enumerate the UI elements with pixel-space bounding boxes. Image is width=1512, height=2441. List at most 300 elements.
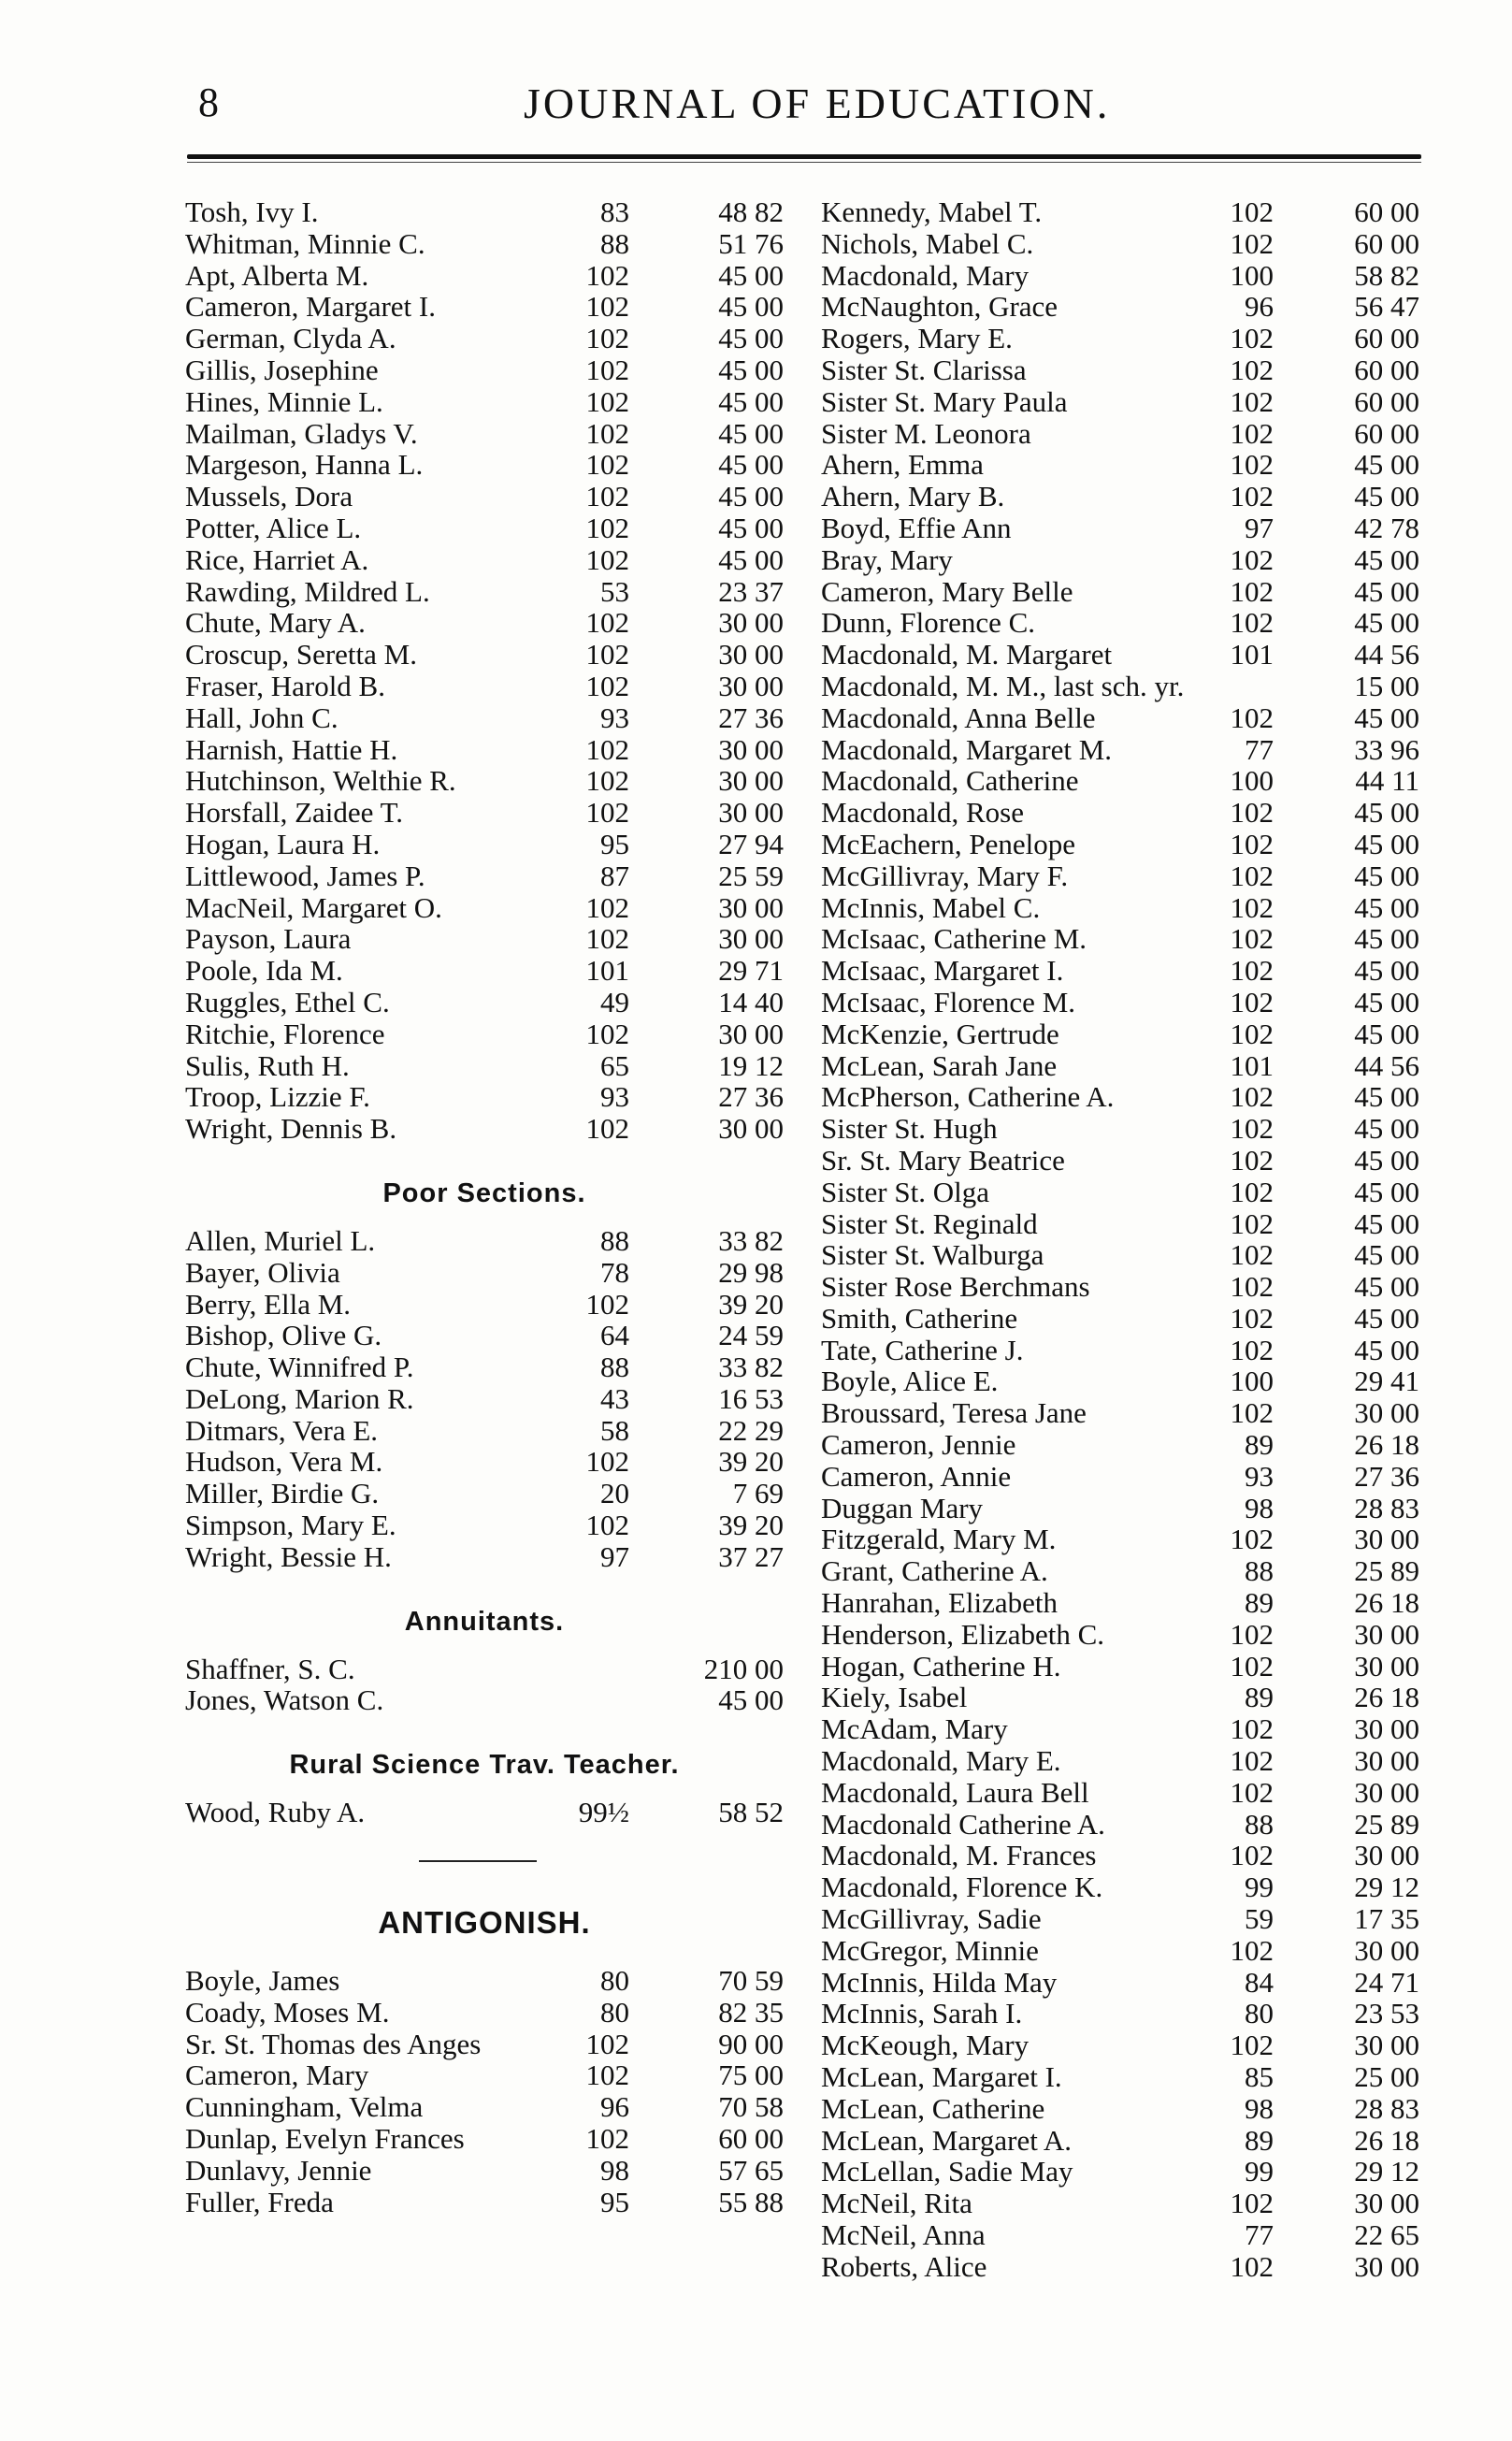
sections-taught: 96 [1245, 290, 1274, 324]
sections-taught: 102 [1230, 1744, 1274, 1778]
teacher-name: Simpson, Mary E. [185, 1509, 396, 1542]
sections-taught: 102 [1230, 1333, 1274, 1366]
teacher-name: Mussels, Dora [185, 480, 353, 513]
teacher-name: Macdonald, M. Margaret [821, 638, 1113, 672]
table-row [821, 607, 1419, 639]
sections-taught: 102 [1230, 226, 1274, 260]
sections-taught: 88 [1245, 1554, 1274, 1588]
teacher-name: Sr. St. Mary Beatrice [821, 1143, 1065, 1177]
teacher-name: Troop, Lizzie F. [185, 1080, 370, 1114]
table-row [821, 1871, 1419, 1903]
sections-taught: 102 [1230, 922, 1274, 956]
table-row [185, 386, 784, 418]
sections-taught: 100 [1230, 764, 1274, 798]
sections-taught: 43 [600, 1381, 629, 1415]
grant-amount: 30 00 [718, 922, 784, 956]
grant-amount: 60 00 [1354, 384, 1419, 418]
table-row [821, 1397, 1419, 1429]
sections-taught: 102 [1230, 448, 1274, 482]
sections-taught: 102 [1230, 1933, 1274, 1967]
table-row [185, 734, 784, 766]
sections-taught: 93 [600, 1080, 629, 1114]
sections-taught: 101 [1230, 1048, 1274, 1082]
grant-amount: 45 00 [718, 322, 784, 355]
grant-amount: 45 00 [1354, 1333, 1419, 1366]
grant-amount: 29 71 [718, 954, 784, 988]
table-row [185, 1684, 784, 1716]
sections-taught: 93 [1245, 1459, 1274, 1493]
teacher-name: Harnish, Hattie H. [185, 732, 398, 766]
grant-amount: 45 00 [718, 258, 784, 292]
sections-taught: 102 [585, 290, 629, 324]
sections-taught: 102 [585, 2122, 629, 2156]
table-row [821, 323, 1419, 354]
table-row [821, 1239, 1419, 1271]
teacher-name: Cameron, Jennie [821, 1428, 1016, 1462]
teacher-name: McIsaac, Margaret I. [821, 954, 1064, 988]
sections-taught: 59 [1245, 1902, 1274, 1936]
sections-taught: 102 [1230, 701, 1274, 734]
grant-amount: 60 00 [1354, 353, 1419, 386]
grant-amount: 30 00 [1354, 1744, 1419, 1778]
sections-taught: 102 [585, 890, 629, 924]
sections-taught: 102 [1230, 1617, 1274, 1651]
teacher-name: Kiely, Isabel [821, 1681, 968, 1714]
table-row [185, 892, 784, 924]
grant-amount: 30 00 [1354, 1775, 1419, 1809]
grant-amount: 25 00 [1354, 2060, 1419, 2094]
grant-amount: 22 29 [718, 1413, 784, 1447]
teacher-name: Henderson, Elizabeth C. [821, 1617, 1105, 1651]
grant-amount: 90 00 [718, 2027, 784, 2060]
sections-taught: 102 [585, 1509, 629, 1542]
grant-amount: 60 00 [1354, 195, 1419, 228]
teacher-name: Rawding, Mildred L. [185, 574, 430, 608]
teacher-name: Bray, Mary [821, 542, 953, 576]
table-row [821, 1208, 1419, 1240]
table-row [185, 323, 784, 354]
group-right [821, 196, 1419, 2283]
table-row [185, 2029, 784, 2060]
grant-amount: 45 00 [1354, 1143, 1419, 1177]
teacher-name: McLean, Margaret I. [821, 2060, 1062, 2094]
table-row [185, 2091, 784, 2123]
teacher-name: Sr. St. Thomas des Anges [185, 2027, 482, 2060]
table-row [185, 1383, 784, 1415]
table-row [821, 260, 1419, 292]
sections-taught: 102 [1230, 195, 1274, 228]
grant-amount: 60 00 [1354, 322, 1419, 355]
sections-taught: 89 [1245, 1681, 1274, 1714]
table-row [821, 923, 1419, 955]
sections-taught: 102 [585, 511, 629, 544]
sections-taught: 102 [1230, 954, 1274, 988]
teacher-name: Sister Rose Berchmans [821, 1270, 1090, 1304]
grant-amount: 29 98 [718, 1255, 784, 1289]
table-row [821, 386, 1419, 418]
left-column [185, 196, 784, 2217]
grant-amount: 30 00 [718, 638, 784, 672]
grant-amount: 33 82 [718, 1350, 784, 1384]
sections-taught: 102 [1230, 1523, 1274, 1556]
sections-taught: 88 [600, 1223, 629, 1257]
sections-taught: 102 [1230, 827, 1274, 860]
sections-taught: 20 [600, 1477, 629, 1510]
sections-taught: 102 [585, 2027, 629, 2060]
sections-taught: 102 [585, 448, 629, 482]
teacher-name: Macdonald Catherine A. [821, 1807, 1105, 1841]
grant-amount: 24 59 [718, 1319, 784, 1352]
table-row [185, 639, 784, 671]
grant-amount: 60 00 [1354, 416, 1419, 450]
sections-taught: 102 [585, 732, 629, 766]
sections-taught: 89 [1245, 1428, 1274, 1462]
teacher-name: McIsaac, Catherine M. [821, 922, 1087, 956]
journal-title: JOURNAL OF EDUCATION. [524, 79, 1111, 127]
teacher-name: Macdonald, Florence K. [821, 1870, 1103, 1904]
table-row [185, 923, 784, 955]
table-row [185, 1018, 784, 1050]
table-row [821, 1967, 1419, 1999]
grant-amount: 30 00 [1354, 2187, 1419, 2220]
teacher-name: McNeil, Rita [821, 2187, 972, 2220]
teacher-name: McKenzie, Gertrude [821, 1017, 1059, 1050]
teacher-name: MacNeil, Margaret O. [185, 890, 442, 924]
table-row [185, 449, 784, 481]
grant-amount: 28 83 [1354, 1491, 1419, 1524]
sections-taught: 78 [600, 1255, 629, 1289]
teacher-name: Margeson, Hanna L. [185, 448, 424, 482]
teacher-name: Macdonald, Margaret M. [821, 732, 1113, 766]
sections-taught: 80 [1245, 1997, 1274, 2030]
teacher-name: Dunlavy, Jennie [185, 2153, 372, 2187]
sections-taught: 102 [585, 669, 629, 702]
teacher-name: Hudson, Vera M. [185, 1445, 383, 1479]
grant-amount: 30 00 [1354, 1396, 1419, 1430]
table-row [185, 955, 784, 987]
table-row [821, 955, 1419, 987]
grant-amount: 27 36 [718, 701, 784, 734]
teacher-name: McAdam, Mary [821, 1712, 1008, 1746]
teacher-name: Hall, John C. [185, 701, 338, 734]
grant-amount: 28 83 [1354, 2091, 1419, 2125]
sections-taught: 102 [1230, 353, 1274, 386]
teacher-name: Macdonald, Anna Belle [821, 701, 1096, 734]
teacher-name: Cameron, Annie [821, 1459, 1012, 1493]
table-row [821, 228, 1419, 260]
teacher-name: McNeil, Anna [821, 2218, 986, 2251]
grant-amount: 30 00 [718, 1017, 784, 1050]
table-row [821, 734, 1419, 766]
grant-amount: 17 35 [1354, 1902, 1419, 1936]
grant-amount: 26 18 [1354, 1586, 1419, 1620]
sections-taught: 102 [1230, 322, 1274, 355]
teacher-name: McIsaac, Florence M. [821, 985, 1076, 1018]
grant-amount: 45 00 [1354, 1017, 1419, 1050]
teacher-name: Dunlap, Evelyn Frances [185, 2122, 465, 2156]
sections-taught: 101 [1230, 638, 1274, 672]
teacher-name: McNaughton, Grace [821, 290, 1058, 324]
grant-amount: 210 00 [703, 1652, 784, 1685]
teacher-name: Hines, Minnie L. [185, 384, 383, 418]
sections-taught: 85 [1245, 2060, 1274, 2094]
table-row [821, 576, 1419, 608]
teacher-name: Sulis, Ruth H. [185, 1048, 350, 1082]
teacher-name: Shaffner, S. C. [185, 1652, 355, 1685]
right-column [821, 196, 1419, 2283]
table-row [821, 2188, 1419, 2219]
grant-amount: 45 00 [1354, 985, 1419, 1018]
table-row [185, 797, 784, 829]
grant-amount: 30 00 [718, 890, 784, 924]
grant-amount: 45 00 [1354, 859, 1419, 892]
sections-taught: 99 [1245, 2155, 1274, 2188]
sections-taught: 102 [1230, 1175, 1274, 1208]
grant-amount: 30 00 [718, 764, 784, 798]
table-row [185, 1351, 784, 1383]
sections-taught: 100 [1230, 1365, 1274, 1398]
grant-amount: 45 00 [718, 448, 784, 482]
sections-taught: 89 [1245, 1586, 1274, 1620]
grant-amount: 30 00 [1354, 2029, 1419, 2062]
teacher-name: Payson, Laura [185, 922, 352, 956]
table-row [821, 1903, 1419, 1935]
grant-amount: 45 00 [718, 542, 784, 576]
grant-amount: 45 00 [718, 353, 784, 386]
sections-taught: 87 [600, 859, 629, 892]
teacher-name: Macdonald, Laura Bell [821, 1775, 1089, 1809]
grant-amount: 45 00 [1354, 1270, 1419, 1304]
sections-taught: 95 [600, 2185, 629, 2218]
table-row [821, 2029, 1419, 2061]
teacher-name: Hutchinson, Welthie R. [185, 764, 456, 798]
table-row [821, 797, 1419, 829]
sections-taught: 102 [1230, 1206, 1274, 1240]
teacher-name: Cameron, Mary Belle [821, 574, 1073, 608]
table-row [821, 291, 1419, 323]
grant-amount: 30 00 [718, 606, 784, 640]
teacher-name: Boyle, James [185, 1964, 340, 1998]
table-row [185, 2187, 784, 2218]
table-row [821, 354, 1419, 386]
teacher-name: McInnis, Mabel C. [821, 890, 1041, 924]
grant-amount: 44 56 [1354, 1048, 1419, 1082]
annuitants-heading: Annuitants. [404, 1606, 565, 1637]
grant-amount: 51 76 [718, 226, 784, 260]
sections-taught: 102 [1230, 2249, 1274, 2283]
table-row [821, 544, 1419, 576]
teacher-name: Bayer, Olivia [185, 1255, 340, 1289]
table-row [821, 2251, 1419, 2283]
grant-amount: 45 00 [1354, 954, 1419, 988]
group-main [185, 196, 784, 1145]
teacher-name: Allen, Muriel L. [185, 1223, 376, 1257]
grant-amount: 45 00 [1354, 542, 1419, 576]
grant-amount: 45 00 [1354, 1080, 1419, 1114]
table-row [185, 1478, 784, 1509]
group-rural-science [185, 1797, 784, 1828]
teacher-name: Fraser, Harold B. [185, 669, 385, 702]
teacher-name: Chute, Winnifred P. [185, 1350, 414, 1384]
grant-amount: 30 00 [1354, 1523, 1419, 1556]
grant-amount: 23 53 [1354, 1997, 1419, 2030]
table-row [821, 449, 1419, 481]
grant-amount: 45 00 [718, 511, 784, 544]
sections-taught: 102 [585, 416, 629, 450]
sections-taught: 102 [585, 1445, 629, 1479]
table-row [185, 860, 784, 892]
grant-amount: 58 82 [1354, 258, 1419, 292]
teacher-name: Dunn, Florence C. [821, 606, 1036, 640]
teacher-name: Hogan, Catherine H. [821, 1649, 1061, 1683]
grant-amount: 45 00 [1354, 574, 1419, 608]
grant-amount: 26 18 [1354, 1428, 1419, 1462]
table-row [185, 607, 784, 639]
sections-taught: 102 [1230, 416, 1274, 450]
teacher-name: Broussard, Teresa Jane [821, 1396, 1087, 1430]
sections-taught: 102 [585, 1287, 629, 1321]
teacher-name: Fitzgerald, Mary M. [821, 1523, 1057, 1556]
sections-taught: 102 [1230, 1839, 1274, 1872]
table-row [821, 1619, 1419, 1651]
grant-amount: 27 94 [718, 827, 784, 860]
grant-amount: 29 12 [1354, 2155, 1419, 2188]
sections-taught: 102 [585, 542, 629, 576]
grant-amount: 45 00 [1354, 827, 1419, 860]
table-row [185, 196, 784, 228]
table-row [821, 1271, 1419, 1303]
sections-taught: 84 [1245, 1965, 1274, 1999]
teacher-name: Macdonald, M. Frances [821, 1839, 1097, 1872]
sections-taught: 99½ [578, 1796, 629, 1829]
grant-amount: 45 00 [1354, 1238, 1419, 1272]
teacher-name: McKeough, Mary [821, 2029, 1030, 2062]
teacher-name: Macdonald, Mary [821, 258, 1030, 292]
sections-taught: 49 [600, 985, 629, 1018]
grant-amount: 39 20 [718, 1509, 784, 1542]
table-row [821, 1303, 1419, 1335]
sections-taught: 100 [1230, 258, 1274, 292]
grant-amount: 19 12 [718, 1048, 784, 1082]
teacher-name: Sister St. Olga [821, 1175, 989, 1208]
sections-taught: 64 [600, 1319, 629, 1352]
table-row [821, 1145, 1419, 1177]
teacher-name: Ahern, Emma [821, 448, 984, 482]
table-row [821, 702, 1419, 734]
table-row [185, 2059, 784, 2091]
sections-taught: 99 [1245, 1870, 1274, 1904]
table-row [821, 2219, 1419, 2251]
teacher-name: Poole, Ida M. [185, 954, 343, 988]
antigonish-heading: ANTIGONISH. [378, 1905, 591, 1941]
table-row [821, 1050, 1419, 1082]
grant-amount: 45 00 [1354, 1301, 1419, 1335]
teacher-name: Grant, Catherine A. [821, 1554, 1048, 1588]
teacher-name: Sister M. Leonora [821, 416, 1031, 450]
table-row [821, 1177, 1419, 1208]
table-row [821, 1335, 1419, 1366]
teacher-name: McLean, Catherine [821, 2091, 1045, 2125]
grant-amount: 48 82 [718, 195, 784, 228]
teacher-name: Tosh, Ivy I. [185, 195, 319, 228]
table-row [185, 1654, 784, 1685]
teacher-name: Macdonald, Catherine [821, 764, 1079, 798]
teacher-name: Macdonald, Rose [821, 796, 1024, 830]
table-row [821, 2156, 1419, 2188]
teacher-name: Boyle, Alice E. [821, 1365, 999, 1398]
sections-taught: 98 [1245, 2091, 1274, 2125]
grant-amount: 30 00 [718, 1112, 784, 1146]
grant-amount: 33 96 [1354, 732, 1419, 766]
grant-amount: 16 53 [718, 1381, 784, 1415]
table-row [821, 1429, 1419, 1461]
teacher-name: Hanrahan, Elizabeth [821, 1586, 1058, 1620]
table-row [821, 1113, 1419, 1145]
sections-taught: 77 [1245, 2218, 1274, 2251]
grant-amount: 44 56 [1354, 638, 1419, 672]
sections-taught: 102 [585, 638, 629, 672]
grant-amount: 45 00 [718, 416, 784, 450]
grant-amount: 56 47 [1354, 290, 1419, 324]
table-row [185, 544, 784, 576]
table-row [821, 765, 1419, 797]
grant-amount: 39 20 [718, 1445, 784, 1479]
sections-taught: 102 [1230, 1301, 1274, 1335]
grant-amount: 14 40 [718, 985, 784, 1018]
grant-amount: 45 00 [1354, 1175, 1419, 1208]
teacher-name: Mailman, Gladys V. [185, 416, 418, 450]
teacher-name: McEachern, Penelope [821, 827, 1075, 860]
sections-taught: 98 [1245, 1491, 1274, 1524]
grant-amount: 30 00 [1354, 2249, 1419, 2283]
teacher-name: Croscup, Seretta M. [185, 638, 417, 672]
teacher-name: Jones, Watson C. [185, 1683, 384, 1717]
teacher-name: McGillivray, Sadie [821, 1902, 1042, 1936]
table-row [821, 1935, 1419, 1967]
grant-amount: 26 18 [1354, 2123, 1419, 2157]
grant-amount: 45 00 [1354, 796, 1419, 830]
sections-taught: 102 [1230, 985, 1274, 1018]
table-row [185, 1320, 784, 1351]
sections-taught: 101 [585, 954, 629, 988]
table-row [185, 1446, 784, 1478]
sections-taught: 102 [585, 796, 629, 830]
teacher-name: Cunningham, Velma [185, 2090, 424, 2124]
sections-taught: 102 [585, 922, 629, 956]
grant-amount: 30 00 [1354, 1933, 1419, 1967]
grant-amount: 70 58 [718, 2090, 784, 2124]
sections-taught: 102 [1230, 480, 1274, 513]
table-row [185, 1225, 784, 1257]
table-row [185, 829, 784, 860]
teacher-name: Wright, Dennis B. [185, 1112, 397, 1146]
poor-sections-heading: Poor Sections. [382, 1177, 586, 1208]
sections-taught: 102 [1230, 1017, 1274, 1050]
grant-amount: 26 18 [1354, 1681, 1419, 1714]
sections-taught: 102 [1230, 1775, 1274, 1809]
sections-taught: 102 [1230, 542, 1274, 576]
sections-taught: 80 [600, 1964, 629, 1998]
grant-amount: 60 00 [718, 2122, 784, 2156]
grant-amount: 25 59 [718, 859, 784, 892]
grant-amount: 30 00 [718, 669, 784, 702]
teacher-name: Ahern, Mary B. [821, 480, 1005, 513]
header-rule-thin [187, 162, 1421, 163]
section-divider [419, 1860, 537, 1862]
table-row [185, 513, 784, 544]
grant-amount: 45 00 [1354, 701, 1419, 734]
grant-amount: 39 20 [718, 1287, 784, 1321]
